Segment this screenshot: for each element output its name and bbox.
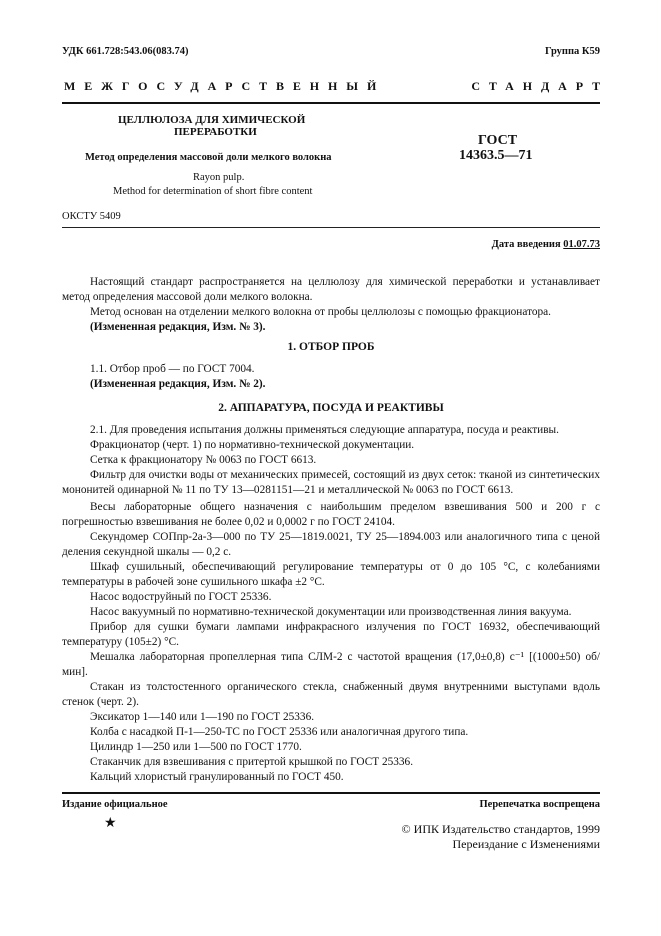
list-item: Весы лабораторные общего назначения с наибольшим пределом взвешивания 500 и 200 г с погрешностью взвешивания не более 0,02 и 0,0002 г по ГОСТ 24104. [62, 501, 600, 529]
top-divider [62, 102, 600, 104]
star-icon: ★ [104, 816, 117, 831]
title-line-2: ПЕРЕРАБОТКИ [174, 126, 257, 138]
udk-code: УДК 661.728:543.06(083.74) [62, 46, 189, 57]
subtitle: Метод определения массовой доли мелкого волокна [85, 152, 332, 163]
gost-number: 14363.5—71 [459, 148, 533, 163]
list-item: Стаканчик для взвешивания с притертой крышкой по ГОСТ 25336. [90, 756, 414, 768]
list-item: Сетка к фракционатору № 0063 по ГОСТ 6613. [90, 454, 317, 466]
list-item: Кальций хлористый гранулированный по ГОСТ 450. [90, 771, 344, 783]
section-1-amendment-note: (Измененная редакция, Изм. № 2). [90, 378, 266, 390]
list-item: Цилиндр 1—250 или 1—500 по ГОСТ 1770. [90, 741, 302, 753]
section-1-item: 1.1. Отбор проб — по ГОСТ 7004. [90, 363, 255, 375]
intro-amendment-note: (Измененная редакция, Изм. № 3). [90, 321, 266, 333]
title-divider [62, 227, 600, 228]
list-item: Насос вакуумный по нормативно-технической документации или производственная линия вакуума. [90, 606, 572, 618]
english-title-1: Rayon pulp. [193, 172, 245, 183]
list-item: Секундомер СОПпр-2а-3—000 по ТУ 25—1819.0021, ТУ 25—1894.003 или аналогичного типа с ценой деления секундной шкалы — 0,2 с. [62, 531, 600, 559]
section-1-heading: 1. ОТБОР ПРОБ [287, 341, 375, 353]
intro-paragraph-2: Метод основан на отделении мелкого волокна от пробы целлюлозы с помощью фракционатора. [90, 306, 551, 318]
copyright: © ИПК Издательство стандартов, 1999 [401, 822, 600, 836]
list-item: Прибор для сушки бумаги лампами инфракрасного излучения по ГОСТ 16932, обеспечивающий температуру (105±2) °С. [62, 621, 600, 649]
intro-paragraph-1: Настоящий стандарт распространяется на целлюлозу для химической переработки и устанавливает метод определения массовой доли мелкого волокна. [62, 276, 600, 304]
date-label: Дата введения [491, 239, 561, 250]
list-item: Колба с насадкой П-1—250-ТС по ГОСТ 25336 или аналогичная другого типа. [90, 726, 469, 738]
section-2-heading: 2. АППАРАТУРА, ПОСУДА И РЕАКТИВЫ [218, 402, 444, 414]
group-code: Группа К59 [544, 46, 600, 57]
list-item: Мешалка лабораторная пропеллерная типа СЛМ-2 с частотой вращения (17,0±0,8) с⁻¹ [(1000±50) об/мин]. [62, 651, 600, 679]
list-item: Шкаф сушильный, обеспечивающий регулирование температуры от 0 до 105 °С, с колебаниями температуры в рабочей зоне сушильного шкафа ±2 °С. [62, 561, 600, 589]
date-introduction [492, 239, 600, 250]
official-edition: Издание официальное [62, 799, 168, 810]
list-item: Фракционатор (черт. 1) по нормативно-технической документации. [90, 439, 415, 451]
banner-interstate: МЕЖГОСУДАРСТВЕННЫЙ [64, 79, 386, 93]
list-item: Фильтр для очистки воды от механических примесей, состоящий из двух сеток: тканой из синтетических мононитей одинарной № 11 по ТУ 13—0281151—21 и металлической № 0063 по ГОСТ 6613. [62, 469, 600, 497]
footer-divider [62, 792, 600, 794]
reissue-note: Переиздание с Изменениями [452, 837, 600, 851]
list-item: Эксикатор 1—140 или 1—190 по ГОСТ 25336. [90, 711, 315, 723]
list-item: Насос водоструйный по ГОСТ 25336. [90, 591, 272, 603]
list-item: Стакан из толстостенного органического стекла, снабженный двумя внутренними выступами вдоль стенок (черт. 2). [62, 681, 600, 709]
title-line-1: ЦЕЛЛЮЛОЗА ДЛЯ ХИМИЧЕСКОЙ [118, 114, 306, 126]
list-item: 2.1. Для проведения испытания должны применяться следующие аппаратура, посуда и реактивы. [90, 424, 559, 436]
reprint-prohibited: Перепечатка воспрещена [479, 799, 600, 810]
gost-label: ГОСТ [478, 133, 518, 148]
date-value: 01.07.73 [563, 239, 600, 250]
english-title-2: Method for determination of short fibre content [113, 186, 313, 197]
banner-standard: СТАНДАРТ [471, 79, 609, 93]
oksty-code: ОКСТУ 5409 [62, 211, 121, 222]
